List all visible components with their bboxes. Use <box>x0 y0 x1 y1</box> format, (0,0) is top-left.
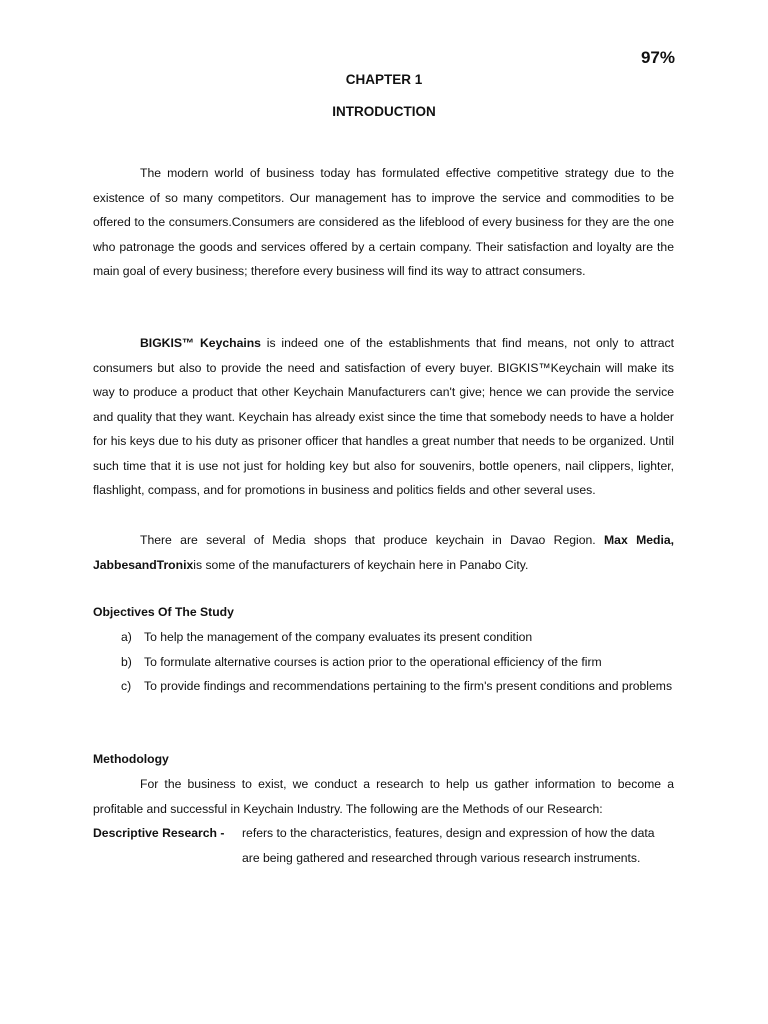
list-item <box>93 625 674 650</box>
paragraph-3 <box>93 528 674 577</box>
list-marker: b) <box>121 654 132 669</box>
list-item <box>93 650 674 675</box>
list-item-text: To formulate alternative courses is action prior to the operational efficiency of the firm <box>144 654 602 669</box>
objectives-heading: Objectives Of The Study <box>93 605 234 619</box>
list-marker: a) <box>121 630 132 644</box>
paragraph-2 <box>93 331 674 503</box>
list-marker: c) <box>121 679 132 693</box>
chapter-label: CHAPTER 1 <box>345 72 423 87</box>
manufacturer-names: Max Media, JabbesandTronix <box>93 533 674 572</box>
list-item-text: To provide findings and recommendations pertaining to the firm's present conditions and problems <box>144 679 673 693</box>
page-title: INTRODUCTION <box>332 104 436 119</box>
methodology-intro: For the business to exist, we conduct a research to help us gather information to become a profitable and successful in Keychain Industry. The following are the Methods of our Research: <box>93 777 674 816</box>
paragraph-2-text: is indeed one of the establishments that find means, not only to attract consumers but also to provide the need and satisfaction of every buyer. BIGKIS™Keychain will make its way to produce a product that other Keychain Manufacturers can't give; hence we can provide the service and quality that they want. Keychain has already exist since the time that somebody needs to have a holder for his keys due to his duty as prisoner officer that handles a great number that needs to be organized. Until such time that it is use not just for holding key but also for souvenirs, bottle openers, nail clippers, lighter, flashlight, compass, and for promotions in business and politics fields and other several uses. <box>93 336 674 497</box>
progress-percent: 97% <box>640 48 675 67</box>
paragraph-1: The modern world of business today has formulated effective competitive strategy due to the existence of so many competitors. Our management has to improve the service and commodities to be offered to the consumers.Consumers are considered as the lifeblood of every business for they are the one who patronage the goods and services offered by a certain company. Their satisfaction and loyalty are the main goal of every business; therefore every business will find its way to attract consumers. <box>93 166 674 278</box>
definition-text: refers to the characteristics, features, design and expression of how the data are being gathered and researched through various research instruments. <box>242 826 655 865</box>
brand-name: BIGKIS™ Keychains <box>140 336 261 350</box>
list-item-text: To help the management of the company evaluates its present condition <box>144 630 533 644</box>
paragraph-3-start: There are several of Media shops that produce keychain in Davao Region. <box>140 533 605 547</box>
list-item <box>93 674 674 699</box>
definition-term: Descriptive Research - <box>93 826 225 840</box>
objectives-list <box>93 625 674 699</box>
methodology-heading: Methodology <box>93 752 169 766</box>
paragraph-3-text: is some of the manufacturers of keychain here in Panabo City. <box>193 557 529 572</box>
